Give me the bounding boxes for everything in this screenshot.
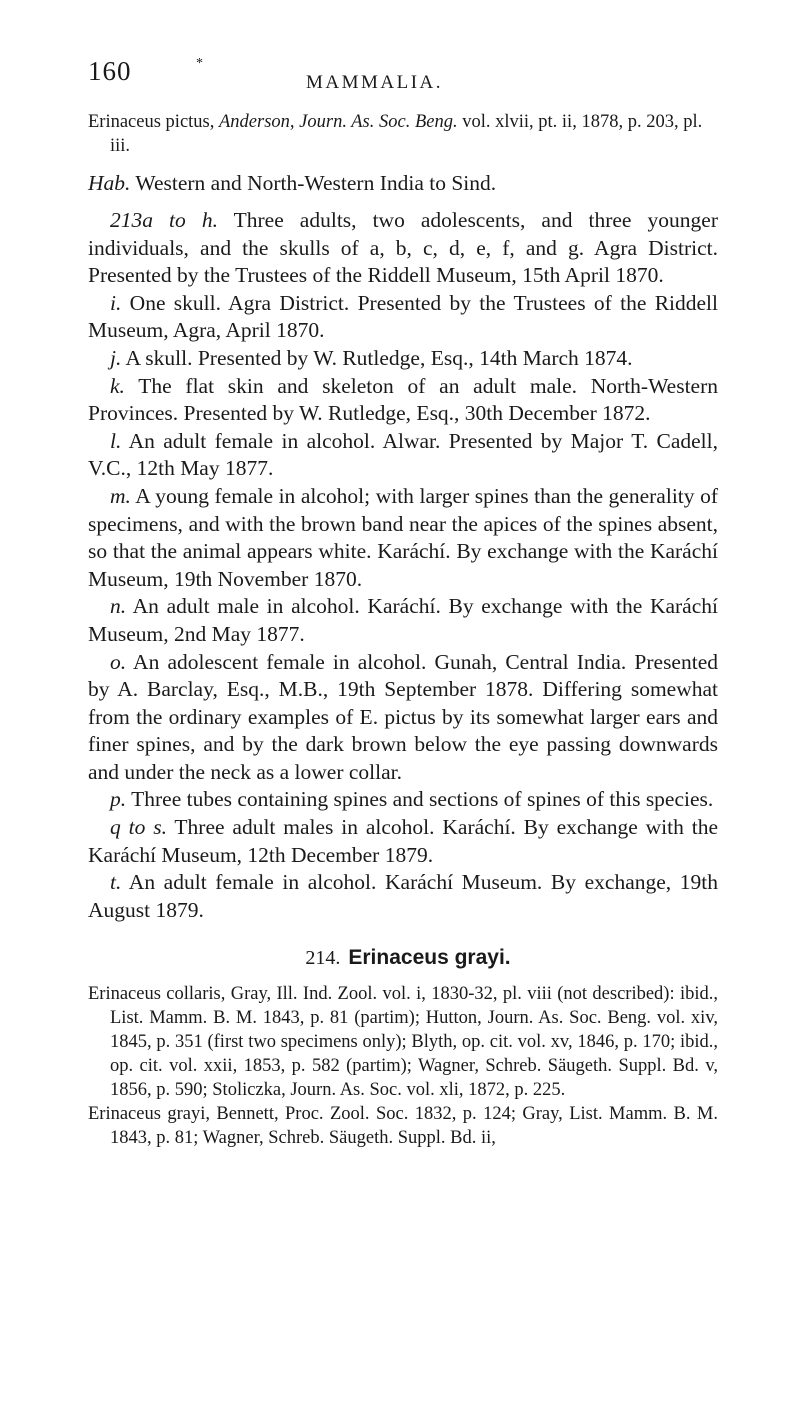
habitat-text: Western and North-Western India to Sind. [130, 171, 497, 195]
synonym-entry [88, 110, 718, 158]
specimen-text: An adult female in alcohol. Alwar. Presented by Major T. Cadell, V.C., 12th May 1877. [88, 428, 718, 481]
specimen-entry [88, 345, 718, 373]
specimen-id: k. [110, 373, 125, 398]
specimen-id: 213a to h. [110, 208, 218, 232]
synonymy-entry: Erinaceus collaris, Gray, Ill. Ind. Zool. vol. i, 1830-32, pl. viii (not described): ibid., List. Mamm. B. M. 1843, p. 81 (partim); Hutton, Journ. As. Soc. Beng. vol. xiv, 1845, p. 351 (first two specimens only); Blyth, op. cit. vol. xv, 1846, p. 170; ibid., op. cit. vol. xxii, 1853, p. 582 (partim); Wagner, Schreb. Säugeth. Suppl. Bd. v, 1856, p. 590; Stoliczka, Journ. As. Soc. vol. xli, 1872, p. 225. [88, 984, 718, 1101]
specimen-id: p. [110, 787, 127, 812]
species-heading [88, 946, 718, 970]
specimen-entry [88, 207, 718, 290]
specimen-entry [88, 428, 718, 483]
habitat-label: Hab. [88, 171, 131, 195]
specimen-text: An adult male in alcohol. Karáchí. By exchange with the Karáchí Museum, 2nd May 1877. [88, 594, 718, 646]
specimen-id: n. [110, 594, 127, 619]
specimen-text: Three tubes containing spines and sections of spines of this species. [126, 787, 714, 812]
specimen-entry [88, 814, 718, 869]
specimen-id: i. [110, 290, 122, 315]
specimen-entry [88, 649, 718, 787]
specimen-id: j. [110, 345, 122, 370]
running-title: MAMMALIA. [306, 72, 444, 93]
synonymy-list [88, 982, 718, 1150]
synonym-authority: Anderson, Journ. As. Soc. Beng. [219, 112, 458, 132]
species-number: 214. [305, 947, 341, 970]
specimen-text: A young female in alcohol; with larger spines than the generality of specimens, and with the brown band near the apices of the spines absent, so that the animal appears white. Karáchí. By exchange with the Karáchí Museum, 19th November 1870. [88, 483, 718, 591]
specimen-id: o. [110, 649, 127, 674]
document-page [88, 56, 718, 1150]
synonym-citation: vol. xlvii, pt. ii, 1878, p. 203, pl. iii. [110, 112, 703, 156]
specimen-entry [88, 593, 718, 648]
specimen-list [88, 207, 718, 924]
synonymy-entry: Erinaceus grayi, Bennett, Proc. Zool. Soc. 1832, p. 124; Gray, List. Mamm. B. M. 1843, p. 81; Wagner, Schreb. Säugeth. Suppl. Bd. ii, [88, 1104, 718, 1149]
habitat-line [88, 170, 718, 197]
specimen-text: Three adults, two adolescents, and three younger individuals, and the skulls of a, b, c, d, e, f, and g. Agra District. Presented by the Trustees of the Riddell Museum, 15th April 1870. [88, 208, 718, 288]
printer-mark: * [196, 56, 203, 71]
specimen-text: An adult female in alcohol. Karáchí Museum. By exchange, 19th August 1879. [88, 870, 718, 922]
specimen-entry [88, 373, 718, 428]
synonym-name: Erinaceus pictus, [88, 112, 219, 132]
specimen-id: t. [110, 870, 122, 895]
page-number: 160 [88, 56, 132, 86]
specimen-text: A skull. Presented by W. Rutledge, Esq., 14th March 1874. [121, 345, 633, 370]
species-name: Erinaceus grayi. [348, 946, 511, 970]
specimen-text: Three adult males in alcohol. Karáchí. By exchange with the Karáchí Museum, 12th December 1879. [88, 815, 718, 867]
specimen-id: m. [110, 483, 131, 508]
specimen-text: An adolescent female in alcohol. Gunah, Central India. Presented by A. Barclay, Esq., M.B., 19th September 1878. Differing somewhat from the ordinary examples of E. pictus by its somewhat larger ears and finer spines, and by the dark brown below the eye passing downwards and under the neck as a lower collar. [88, 649, 718, 784]
specimen-text: The flat skin and skeleton of an adult male. North-Western Provinces. Presented by W. Rutledge, Esq., 30th December 1872. [88, 373, 718, 426]
specimen-entry [88, 290, 718, 345]
specimen-id: l. [110, 428, 122, 453]
specimen-text: One skull. Agra District. Presented by the Trustees of the Riddell Museum, Agra, April 1870. [88, 290, 718, 343]
running-head [88, 56, 718, 96]
specimen-id: q to s. [110, 815, 167, 840]
specimen-entry [88, 869, 718, 924]
specimen-entry [88, 483, 718, 593]
specimen-entry [88, 786, 718, 814]
